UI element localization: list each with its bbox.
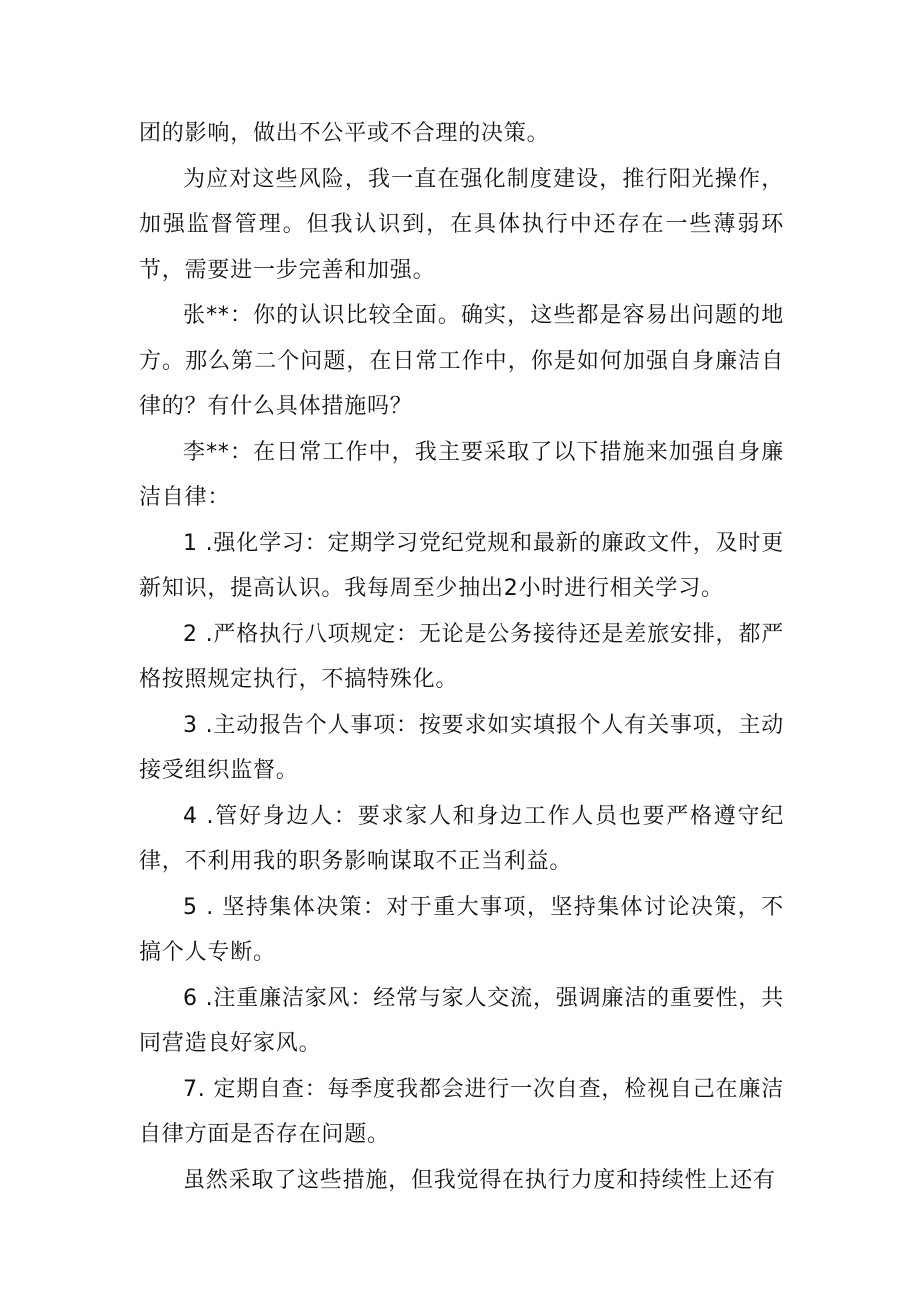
- list-item-1: 1 .强化学习：定期学习党纪党规和最新的廉政文件，及时更新知识，提高认识。我每周至少抽出2小时进行相关学习。: [139, 530, 784, 601]
- list-item-3: 3 .主动报告个人事项：按要求如实填报个人有关事项，主动接受组织监督。: [139, 712, 784, 783]
- paragraph-zhang-question: 张**：你的认识比较全面。确实，这些都是容易出问题的地方。那么第二个问题，在日常工作中，你是如何加强自身廉洁自律的？有什么具体措施吗？: [139, 303, 784, 419]
- document-body: [139, 111, 784, 1203]
- paragraph-li-answer-intro: 李**：在日常工作中，我主要采取了以下措施来加强自身廉洁自律：: [139, 439, 784, 510]
- list-item-7: 7. 定期自查：每季度我都会进行一次自查，检视自己在廉洁自律方面是否存在问题。: [139, 1076, 784, 1147]
- paragraph-risk-response: 为应对这些风险，我一直在强化制度建设，推行阳光操作，加强监督管理。但我认识到，在具体执行中还存在一些薄弱环节，需要进一步完善和加强。: [139, 166, 784, 283]
- list-item-6: 6 .注重廉洁家风：经常与家人交流，强调廉洁的重要性，共同营造良好家风。: [139, 985, 784, 1056]
- list-item-5: 5 . 坚持集体决策：对于重大事项，坚持集体讨论决策，不搞个人专断。: [139, 894, 784, 965]
- list-item-4: 4 .管好身边人：要求家人和身边工作人员也要严格遵守纪律，不利用我的职务影响谋取不正当利益。: [139, 803, 784, 874]
- paragraph-closing: 虽然采取了这些措施，但我觉得在执行力度和持续性上还有: [183, 1167, 776, 1193]
- paragraph-continuation: 团的影响，做出不公平或不合理的决策。: [139, 121, 550, 146]
- list-item-2: 2 .严格执行八项规定：无论是公务接待还是差旅安排，都严格按照规定执行，不搞特殊化。: [139, 621, 784, 692]
